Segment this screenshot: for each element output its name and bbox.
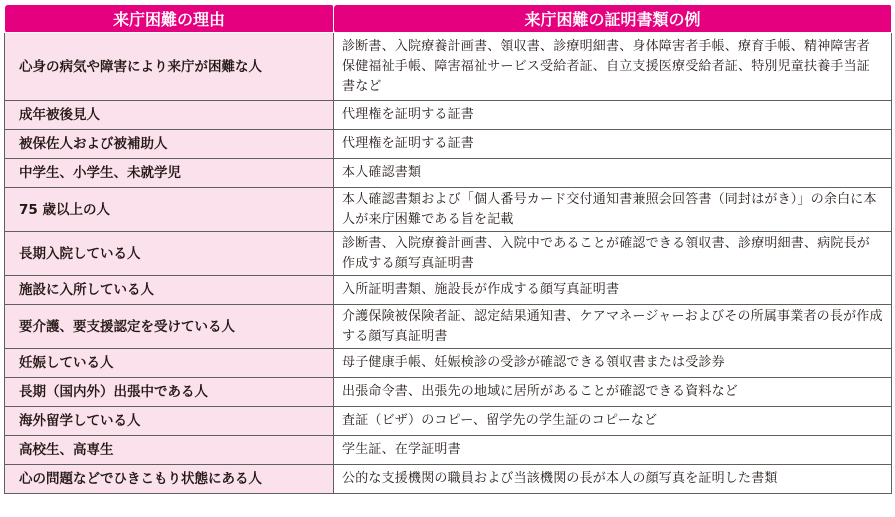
table-row	[5, 378, 892, 407]
reason-cell: 海外留学している人	[5, 407, 334, 436]
reason-cell: 中学生、小学生、未就学児	[5, 159, 334, 188]
documents-cell: 学生証、在学証明書	[334, 436, 892, 465]
table-row	[5, 33, 892, 101]
table-row	[5, 407, 892, 436]
reason-cell: 心の問題などでひきこもり状態にある人	[5, 465, 334, 494]
table-row	[5, 305, 892, 349]
reason-cell: 高校生、高専生	[5, 436, 334, 465]
reason-cell: 心身の病気や障害により来庁が困難な人	[5, 33, 334, 101]
reason-cell: 75 歳以上の人	[5, 188, 334, 232]
table-row	[5, 349, 892, 378]
table-row	[5, 159, 892, 188]
table-row	[5, 232, 892, 276]
documents-cell: 診断書、入院療養計画書、領収書、診療明細書、身体障害者手帳、療育手帳、精神障害者保健福祉手帳、障害福祉サービス受給者証、自立支援医療受給者証、特別児童扶養手当証書など	[334, 33, 892, 101]
documents-cell: 公的な支援機関の職員および当該機関の長が本人の顔写真を証明した書類	[334, 465, 892, 494]
certificate-table	[4, 4, 892, 494]
reason-cell: 成年被後見人	[5, 101, 334, 130]
documents-cell: 査証（ビザ）のコピー、留学先の学生証のコピーなど	[334, 407, 892, 436]
table-row	[5, 436, 892, 465]
table-row	[5, 188, 892, 232]
documents-cell: 代理権を証明する証書	[334, 101, 892, 130]
documents-cell: 本人確認書類および「個人番号カード交付通知書兼照会回答書（同封はがき）」の余白に本人が来庁困難である旨を記載	[334, 188, 892, 232]
table-header-row	[5, 5, 892, 33]
header-reason: 来庁困難の理由	[5, 5, 334, 33]
documents-cell: 介護保険被保険者証、認定結果通知書、ケアマネージャーおよびその所属事業者の長が作成する顔写真証明書	[334, 305, 892, 349]
reason-cell: 被保佐人および被補助人	[5, 130, 334, 159]
documents-cell: 出張命令書、出張先の地域に居所があることが確認できる資料など	[334, 378, 892, 407]
reason-cell: 施設に入所している人	[5, 276, 334, 305]
table-row	[5, 465, 892, 494]
table-row	[5, 101, 892, 130]
table-row	[5, 130, 892, 159]
reason-cell: 長期入院している人	[5, 232, 334, 276]
header-documents: 来庁困難の証明書類の例	[334, 5, 892, 33]
documents-cell: 代理権を証明する証書	[334, 130, 892, 159]
documents-cell: 本人確認書類	[334, 159, 892, 188]
reason-cell: 妊娠している人	[5, 349, 334, 378]
documents-cell: 母子健康手帳、妊娠検診の受診が確認できる領収書または受診券	[334, 349, 892, 378]
table-row	[5, 276, 892, 305]
reason-cell: 要介護、要支援認定を受けている人	[5, 305, 334, 349]
documents-cell: 入所証明書類、施設長が作成する顔写真証明書	[334, 276, 892, 305]
reason-cell: 長期（国内外）出張中である人	[5, 378, 334, 407]
documents-cell: 診断書、入院療養計画書、入院中であることが確認できる領収書、診療明細書、病院長が作成する顔写真証明書	[334, 232, 892, 276]
